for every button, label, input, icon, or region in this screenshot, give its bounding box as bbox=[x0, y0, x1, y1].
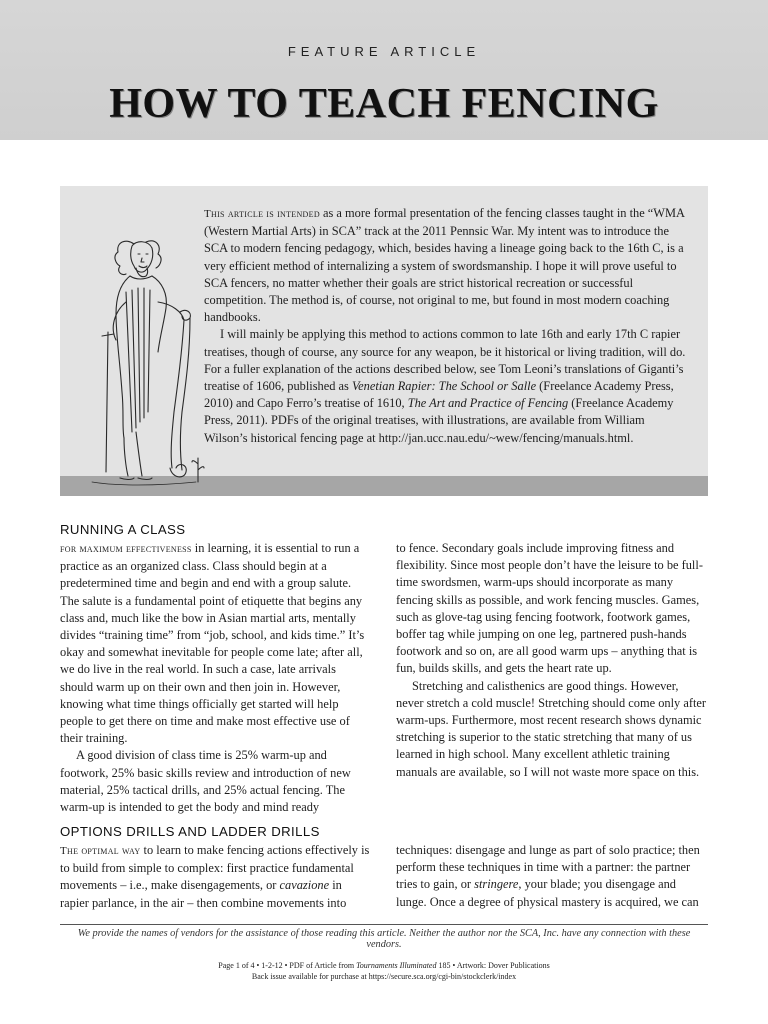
options-right-italic-term: stringere bbox=[474, 877, 519, 892]
heading-options-drills: OPTIONS DRILLS AND LADDER DRILLS bbox=[60, 824, 320, 839]
running-right-paragraph-2: Stretching and calisthenics are good things. However, never stretch a cold muscle! Stretching should come only after warm-ups. Furthermore, most recent research shows dynamic stretching is superior to the static stretching that many of us learned in high school. Many excellent athletic training manuals are available, so I will not waste more space on this. bbox=[396, 678, 707, 779]
options-right-text-b: , your blade; you disengage and lunge. Once a degree of physical mastery is acquired, we can bbox=[396, 877, 699, 909]
intro-p2-book-title-2: The Art and Practice of Fencing bbox=[407, 396, 569, 411]
heading-running-a-class: RUNNING A CLASS bbox=[60, 522, 186, 537]
intro-p2-text-b: (Freelance Academy Press, 2010) and Capo Ferro’s treatise of 1610, bbox=[204, 379, 674, 411]
running-right-paragraph-1: to fence. Secondary goals include improving fitness and flexibility. Since most people don’t have the leisure to be full-time swordsmen, warm-ups should incorporate as many fencing skills as possible, and work fencing muscles. Games, such as glove-tag using fencing footwork, footwork games, boffer tag while jumping on one leg, partnered push-hands footwork and so on, are all good warm ups – anything that is fun, builds skills, and gets the heart rate up. bbox=[396, 541, 703, 676]
intro-p2-text-a: I will mainly be applying this method to actions common to late 16th and early 17th C rapier treatises, though of course, any source for any weapon, be it historical or living tradition, will do. For a fuller explanation of the actions described below, see Tom Leoni’s translations of Giganti’s treatise of 1606, published as bbox=[204, 327, 686, 394]
footer-line1-text-a: Page 1 of 4 • 1-2-12 • PDF of Article from bbox=[218, 961, 357, 970]
running-left-column bbox=[60, 540, 372, 816]
intro-p1-text: as a more formal presentation of the fencing classes taught in the “WMA (Western Martial Arts) in SCA” track at the 2011 Pennsic War. My intent was to introduce the SCA to modern fencing pedagogy, which, besides having a lineage going back to the 16th C, is a very efficient method of internalizing a system of swordsmanship. I hope it will prove useful to SCA fencers, no matter whether their goals are strict historical recreation or successful competition. The method is, of course, not original to me, but found in most modern coaching handbooks. bbox=[204, 206, 685, 325]
page-footer bbox=[0, 960, 768, 982]
footer-line1-text-b: 185 • Artwork: Dover Publications bbox=[436, 961, 550, 970]
options-left-column bbox=[60, 842, 372, 912]
footer-line-2: Back issue available for purchase at https://secure.sca.org/cgi-bin/stockclerk/index bbox=[251, 972, 517, 981]
running-right-column bbox=[396, 540, 708, 781]
footer-publication-title: Tournaments Illuminated bbox=[356, 961, 437, 970]
options-right-text-a: techniques: disengage and lunge as part of solo practice; then perform these techniques in time with a partner: the partner tries to gain, or bbox=[396, 843, 700, 892]
footer-line-1 bbox=[0, 960, 768, 971]
running-paragraph-1 bbox=[60, 540, 372, 747]
intro-p2-book-title-1: Venetian Rapier: The School or Salle bbox=[351, 379, 537, 394]
options-left-italic-term: cavazione bbox=[279, 878, 330, 893]
options-right-column bbox=[396, 842, 708, 911]
intro-text bbox=[204, 205, 686, 447]
running-p1-text: in learning, it is essential to run a practice as an organized class. Class should begin at a predetermined time and begin and end with a group salute. The salute is a fundamental point of etiquette that begins any class and, much like the bow in Asian martial arts, mentally divides “training time” from “job, school, and kids time.” It’s okay and somewhat inevitable for people come late; after all, we do live in the real world. In such a case, late arrivals should warm up on their own and then join in. However, knowing what time things officially get started will help people to get there on time and make most effective use of their training. bbox=[60, 541, 365, 746]
running-lead-smallcaps: for maximum effectiveness bbox=[60, 543, 192, 555]
options-left-text-a: to learn to make fencing actions effectively is to build from simple to complex: first practice fundamental movements – i.e., make disengagements, or bbox=[60, 843, 370, 893]
vendor-disclaimer: We provide the names of vendors for the assistance of those reading this article. Neither the author nor the SCA, Inc. have any connection with these vendors. bbox=[77, 928, 691, 950]
options-lead-smallcaps: The optimal way bbox=[60, 845, 141, 857]
options-left-paragraph bbox=[60, 842, 372, 912]
footnote-divider bbox=[60, 924, 708, 925]
intro-lead-smallcaps: This article is intended bbox=[204, 208, 320, 220]
article-title: HOW TO TEACH FENCING bbox=[109, 81, 659, 127]
intro-p2-text-c: (Freelance Academy Press, 2011). PDFs of the original treatises, with illustrations, are available from William Wilson’s historical fencing page at http://jan.ucc.nau.edu/~wew/fencing/manuals.html. bbox=[204, 396, 674, 445]
intro-paragraph-2 bbox=[204, 326, 686, 446]
section-kicker: FEATURE ARTICLE bbox=[287, 44, 481, 59]
intro-paragraph-1 bbox=[204, 205, 686, 326]
options-right-paragraph bbox=[396, 842, 708, 911]
options-left-text-b: in rapier parlance, in the air – then combine movements into bbox=[60, 878, 347, 910]
scholar-illustration-icon bbox=[86, 232, 206, 492]
running-paragraph-2: A good division of class time is 25% warm-up and footwork, 25% basic skills review and introduction of new material, 25% tactical drills, and 25% actual fencing. The warm-up is intended to get the body and mind ready bbox=[60, 748, 351, 815]
